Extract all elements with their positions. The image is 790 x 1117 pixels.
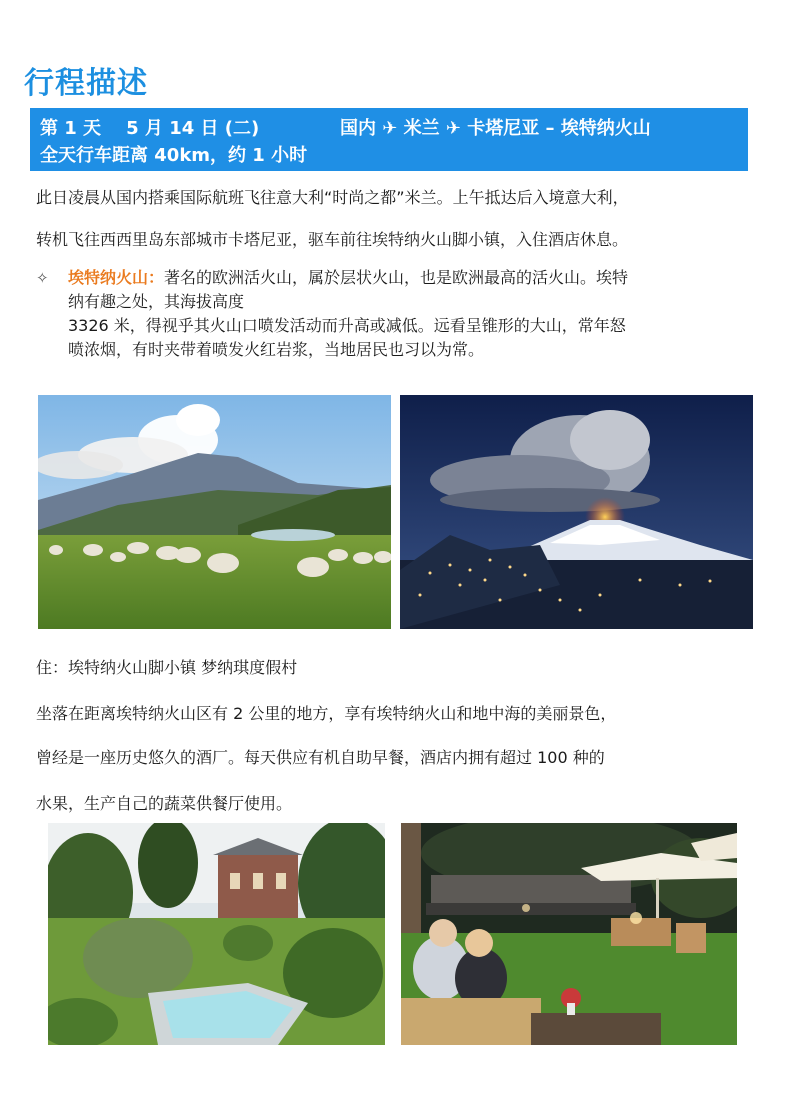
etna-sheep-photo xyxy=(38,395,391,629)
hotel-garden-pool-photo xyxy=(48,823,385,1045)
etna-eruption-night-photo xyxy=(400,395,753,629)
highlight-name: 埃特纳火山： xyxy=(68,268,165,287)
hotel-desc-line-3: 水果，生产自己的蔬菜供餐厅使用。 xyxy=(36,794,293,813)
intro-line-1: 此日凌晨从国内搭乘国际航班飞往意大利“时尚之都”米兰。上午抵达后入境意大利， xyxy=(36,188,629,207)
intro-line-2: 转机飞往西西里岛东部城市卡塔尼亚，驱车前往埃特纳火山脚小镇，入住酒店休息。 xyxy=(36,230,629,249)
hotel-stay: 住：埃特纳火山脚小镇 梦纳琪度假村 xyxy=(36,658,298,677)
page-title: 行程描述 xyxy=(24,66,148,101)
day-banner xyxy=(30,108,748,171)
hotel-desc-line-2: 曾经是一座历史悠久的酒厂。每天供应有机自助早餐，酒店内拥有超过 100 种的 xyxy=(36,748,605,767)
banner-date: 5 月 14 日 (二) xyxy=(126,117,260,139)
sparkle-bullet-icon: ✧ xyxy=(36,269,49,287)
hotel-evening-terrace-photo xyxy=(401,823,737,1045)
highlight-line-4: 喷浓烟，有时夹带着喷发火红岩浆，当地居民也习以为常。 xyxy=(68,340,485,359)
highlight-line-1: 著名的欧洲活火山，属於层状火山，也是欧洲最高的活火山。埃特 xyxy=(164,268,629,287)
hotel-desc-line-1: 坐落在距离埃特纳火山区有 2 公里的地方，享有埃特纳火山和地中海的美丽景色， xyxy=(36,704,617,723)
highlight-line-2: 纳有趣之处，其海拔高度 xyxy=(68,292,245,311)
banner-day-date xyxy=(40,114,340,140)
banner-route: 国内 ✈ 米兰 ✈ 卡塔尼亚 – 埃特纳火山 xyxy=(340,117,651,139)
banner-day: 第 1 天 xyxy=(40,117,102,139)
highlight-line-3: 3326 米，得视乎其火山口喷发活动而升高或减低。远看呈锥形的大山，常年怒 xyxy=(68,316,626,335)
banner-distance: 全天行车距离 40km，约 1 小时 xyxy=(40,144,308,166)
